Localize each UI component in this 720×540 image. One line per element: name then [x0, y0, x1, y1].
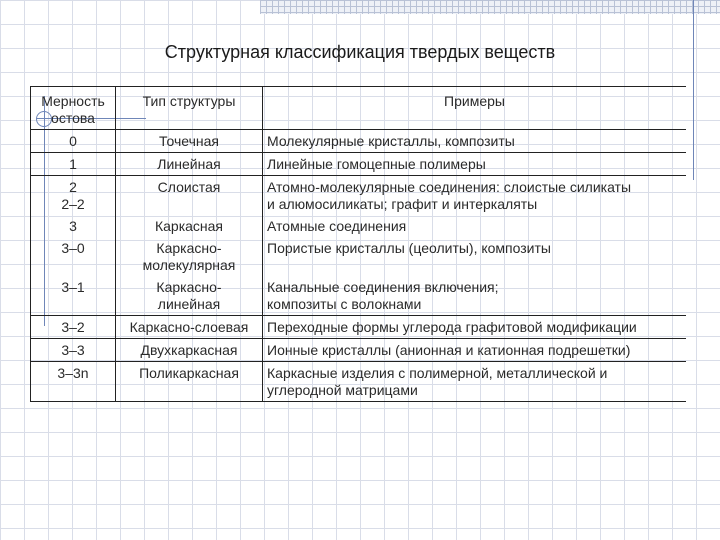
- cell-dimension: 3–3n: [31, 362, 116, 402]
- cell-examples: Пористые кристаллы (цеолиты), композиты: [267, 240, 551, 256]
- table-row: [31, 362, 687, 402]
- table-row: [31, 237, 687, 276]
- cell-dimension: 3–1: [31, 276, 116, 316]
- cell-structure-type: Поликаркасная: [116, 362, 263, 402]
- table-row: [31, 176, 687, 216]
- cell-dimension: 3–3: [31, 339, 116, 362]
- cell-dimension: 3: [31, 215, 116, 237]
- cell-structure-type: Слоистая: [116, 176, 263, 216]
- cell-structure-type: Точечная: [116, 130, 263, 153]
- cell-structure-type: Каркасно- молекулярная: [116, 237, 263, 276]
- cell-structure-type: Каркасно-слоевая: [116, 316, 263, 339]
- table-header-row: [31, 87, 687, 130]
- cell-dimension: 2 2–2: [31, 176, 116, 216]
- table-row: [31, 215, 687, 237]
- table-row: [31, 153, 687, 176]
- cell-examples: Переходные формы углерода графитовой модификации: [263, 316, 687, 339]
- cell-structure-type: Каркасно- линейная: [116, 276, 263, 316]
- header-examples: Примеры: [263, 87, 687, 130]
- cell-structure-type: Линейная: [116, 153, 263, 176]
- cell-examples: Канальные соединения включения; композиты с волокнами: [267, 279, 499, 312]
- cell-dimension: 3–0: [31, 237, 116, 276]
- cell-examples: Ионные кристаллы (анионная и катионная подрешетки): [263, 339, 687, 362]
- table-row: [31, 130, 687, 153]
- cell-dimension: 3–2: [31, 316, 116, 339]
- corner-decoration: [260, 0, 720, 14]
- table-row: [31, 276, 687, 316]
- cell-structure-type: Каркасная: [116, 215, 263, 237]
- header-dimension: Мерность остова: [31, 87, 116, 130]
- cell-examples: Атомные соединения: [267, 218, 407, 234]
- decorative-line: [693, 0, 694, 180]
- cell-structure-type: Двухкаркасная: [116, 339, 263, 362]
- table-row: [31, 339, 687, 362]
- header-structure-type: Тип структуры: [116, 87, 263, 130]
- cell-dimension: 1: [31, 153, 116, 176]
- cell-examples: Каркасные изделия с полимерной, металлической и углеродной матрицами: [263, 362, 687, 402]
- cell-examples: Молекулярные кристаллы, композиты: [263, 130, 687, 153]
- cell-dimension: 0: [31, 130, 116, 153]
- cell-examples: Линейные гомоцепные полимеры: [263, 153, 687, 176]
- page-title: Структурная классификация твердых веществ: [164, 42, 556, 62]
- cell-examples: Атомно-молекулярные соединения: слоистые силикаты и алюмосиликаты; графит и интеркаляты: [263, 176, 687, 216]
- classification-table: [30, 86, 686, 402]
- table-row: [31, 316, 687, 339]
